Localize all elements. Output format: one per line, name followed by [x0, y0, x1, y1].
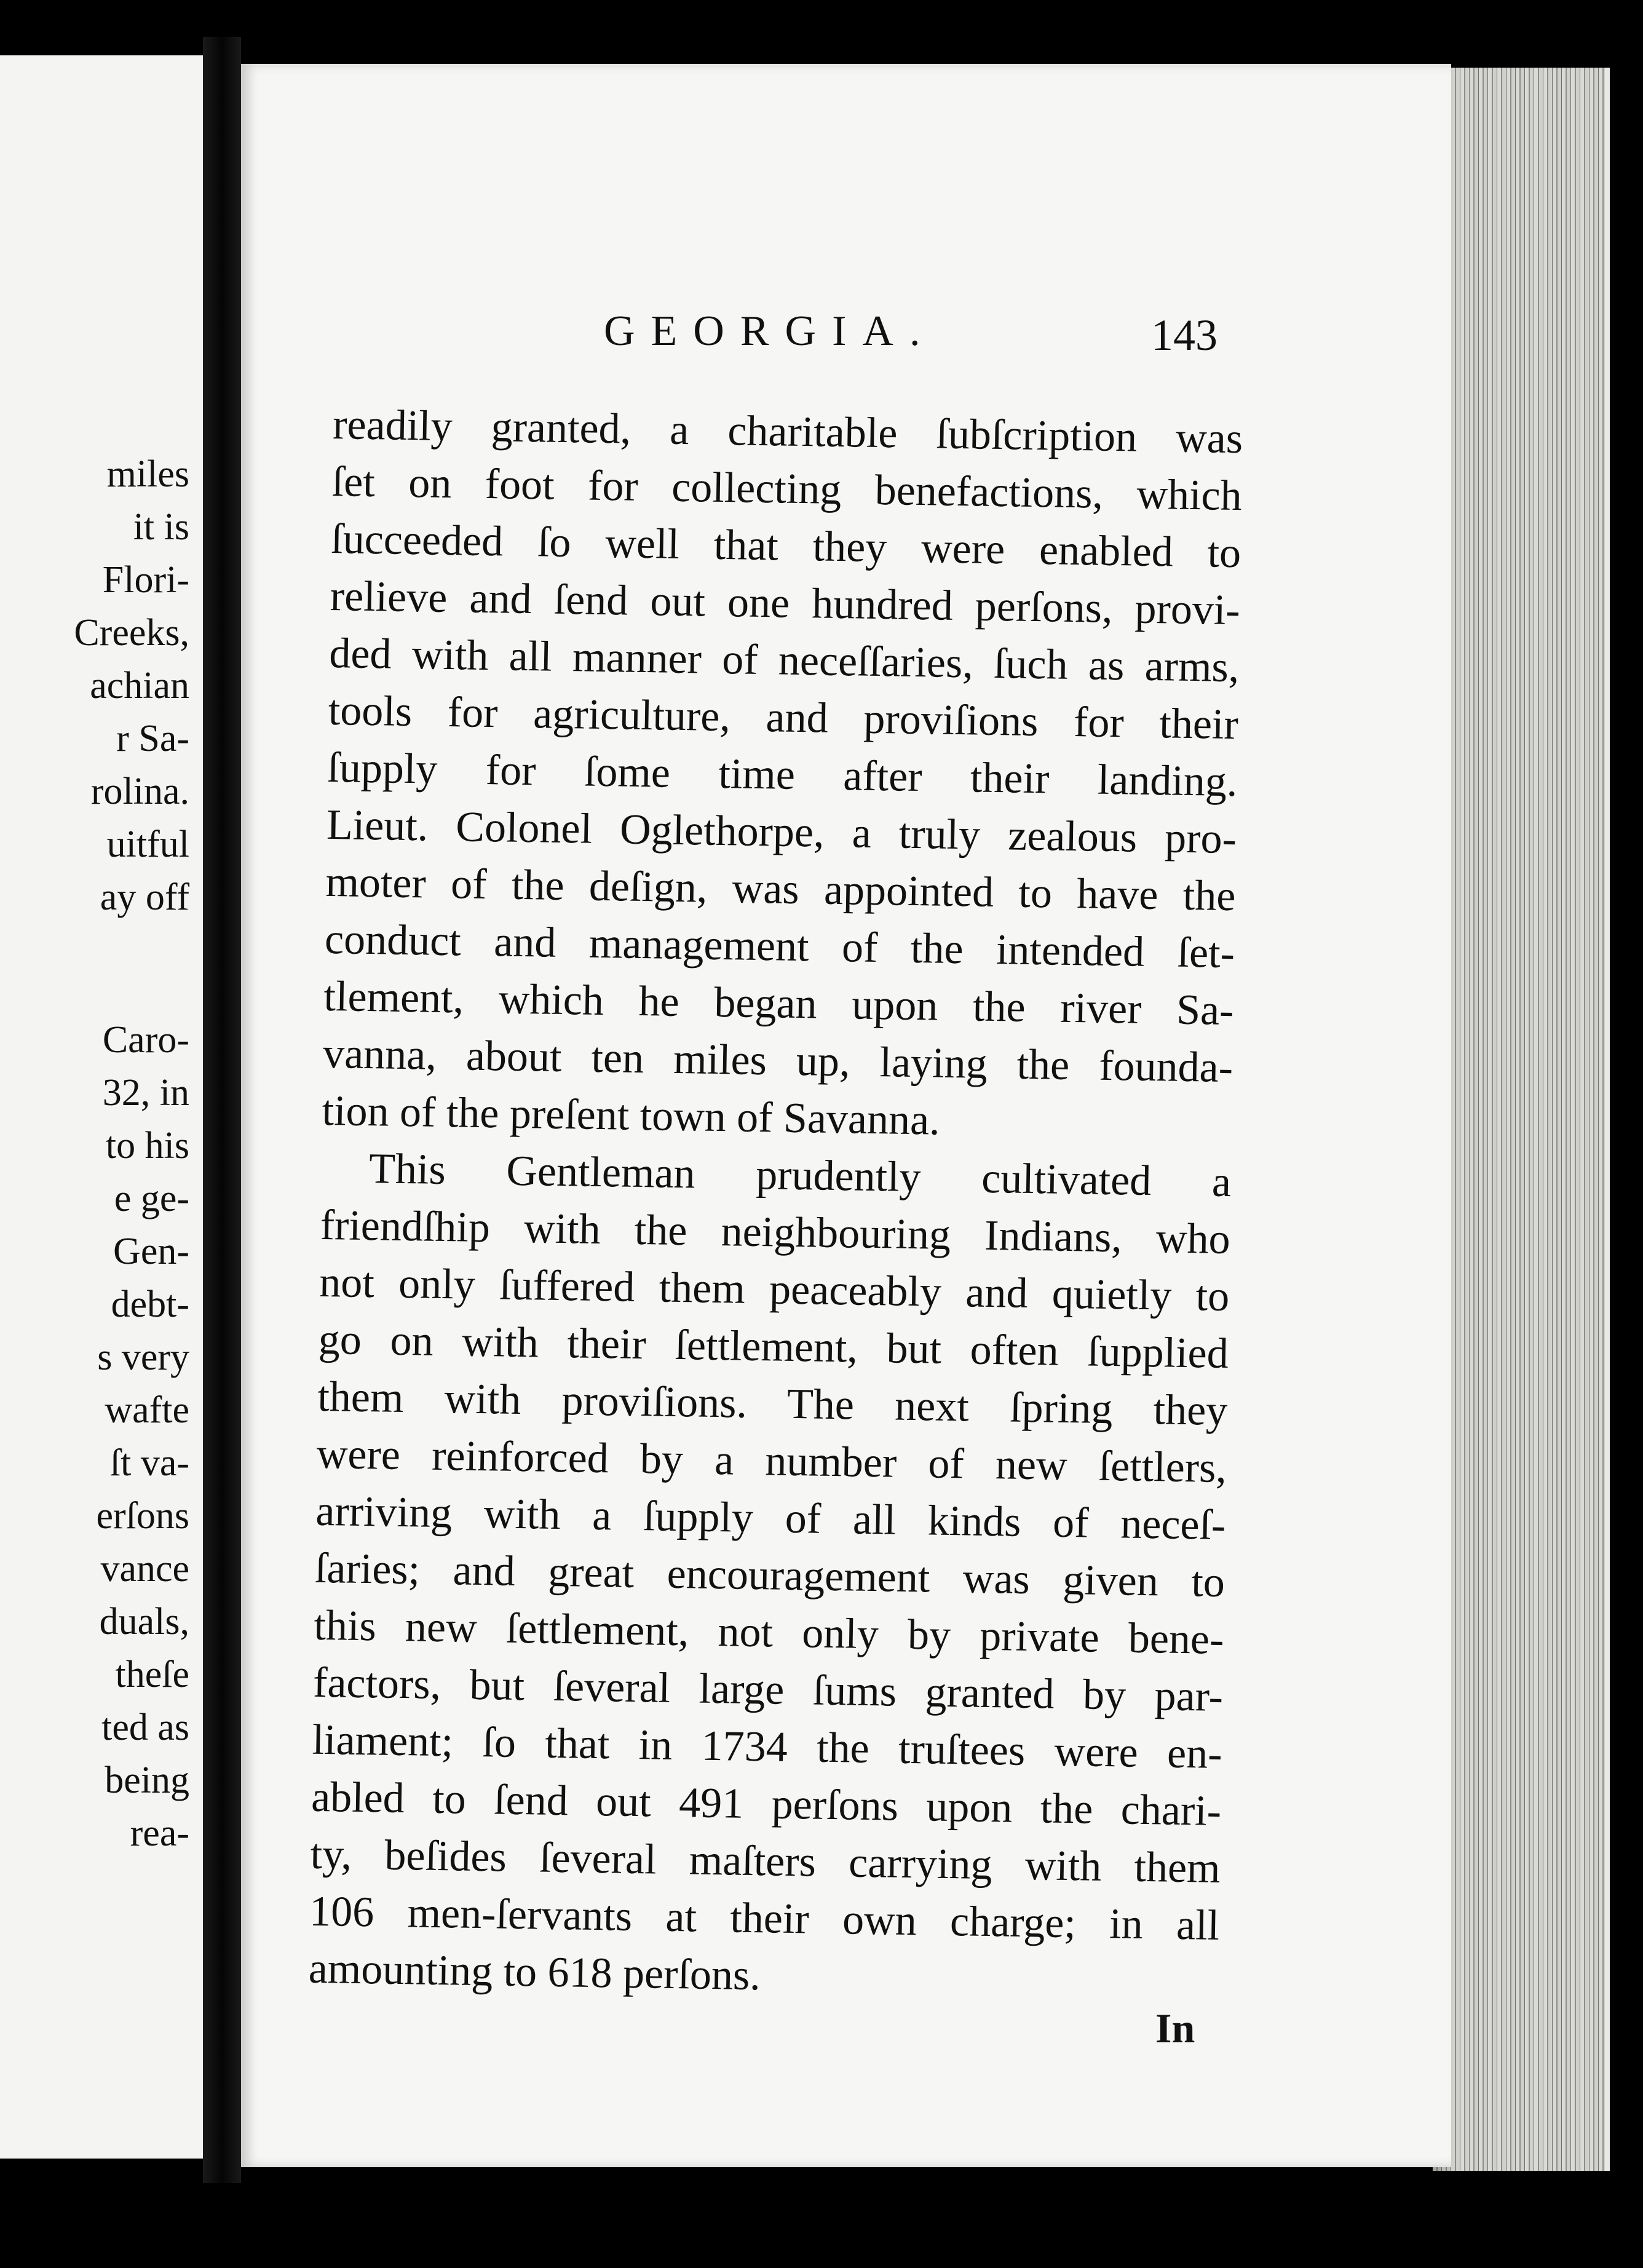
text-line: liament; ſo that in 1734 the truſtees were en- — [312, 1716, 1223, 1778]
left-line: e ge- — [114, 1178, 189, 1219]
text-line: This Gentleman prudently cultivated a — [368, 1145, 1232, 1207]
text-line: Lieut. Colonel Oglethorpe, a truly zealous pro- — [326, 801, 1237, 863]
text-line: tools for agriculture, and proviſions for their — [328, 686, 1239, 749]
text-line: factors, but ſeveral large ſums granted by par- — [312, 1659, 1224, 1721]
text-line: amounting to 618 perſons. — [308, 1945, 761, 2000]
text-line: ſupply for ſome time after their landing. — [327, 743, 1238, 806]
left-line: vance — [100, 1548, 189, 1590]
text-line: conduct and management of the intended ſet- — [324, 915, 1235, 978]
text-line: tlement, which he began upon the river Sa- — [323, 972, 1235, 1035]
left-line: s very — [97, 1336, 189, 1378]
left-line: erſons — [96, 1495, 189, 1537]
text-line: ſaries; and great encouragement was given to — [314, 1544, 1225, 1607]
text-line: them with proviſions. The next ſpring they — [317, 1373, 1228, 1435]
body-text — [308, 396, 1243, 2012]
left-line: achian — [90, 665, 189, 707]
text-line: ſucceeded ſo well that they were enabled to — [330, 515, 1241, 577]
text-line: this new ſettlement, not only by private bene- — [313, 1601, 1225, 1663]
text-line: not only ſuffered them peaceably and quietly to — [319, 1258, 1230, 1321]
text-line: ſet on foot for collecting benefactions, which — [331, 458, 1243, 520]
left-line: Flori- — [102, 559, 189, 601]
left-line: Creeks, — [74, 612, 189, 654]
left-line: Caro- — [102, 1019, 189, 1061]
left-line: ted as — [101, 1707, 189, 1748]
text-line: ded with all manner of neceſſaries, ſuch as arms, — [328, 629, 1240, 692]
left-line: being — [105, 1759, 189, 1801]
text-line: friendſhip with the neighbouring Indians, who — [320, 1201, 1231, 1264]
page-143 — [241, 64, 1451, 2167]
facing-page-left — [0, 55, 203, 2159]
page-edges — [1433, 68, 1610, 2171]
text-line: 106 men-ſervants at their own charge; in all — [309, 1887, 1220, 1949]
text-line: tion of the preſent town of Savanna. — [322, 1087, 941, 1144]
text-line: arriving with a ſupply of all kinds of neceſ- — [315, 1487, 1226, 1550]
left-line: to his — [105, 1125, 189, 1167]
text-line: go on with their ſettlement, but often ſupplied — [318, 1315, 1229, 1378]
left-line: r Sa- — [116, 718, 189, 759]
text-line: relieve and ſend out one hundred perſons, provi- — [330, 572, 1241, 635]
page-number: 143 — [1151, 311, 1217, 360]
left-line: it is — [133, 506, 189, 548]
running-head: GEORGIA. — [604, 307, 936, 355]
left-line: ay off — [100, 876, 189, 918]
text-line: vanna, about ten miles up, laying the founda- — [322, 1029, 1233, 1092]
text-line: were reinforced by a number of new ſettlers, — [316, 1430, 1227, 1493]
left-line: 32, in — [102, 1072, 189, 1114]
text-line: abled to ſend out 491 perſons upon the chari- — [311, 1773, 1222, 1835]
left-line: rea- — [130, 1812, 189, 1854]
catchword: In — [1155, 2005, 1195, 2052]
left-line: Gen- — [113, 1231, 189, 1272]
left-line: ſt va- — [109, 1442, 189, 1484]
left-line: debt- — [111, 1283, 189, 1325]
text-line: readily granted, a charitable ſubſcription was — [332, 400, 1243, 463]
left-line: duals, — [99, 1601, 189, 1643]
left-line: theſe — [115, 1654, 189, 1695]
book-gutter — [203, 37, 241, 2183]
left-line: uitful — [106, 823, 189, 865]
left-line: rolina. — [90, 771, 189, 812]
text-line: ty, beſides ſeveral maſters carrying with them — [310, 1830, 1221, 1892]
left-line: wafte — [105, 1389, 189, 1431]
text-line: moter of the deſign, was appointed to have the — [325, 858, 1237, 921]
left-line: miles — [106, 453, 189, 495]
